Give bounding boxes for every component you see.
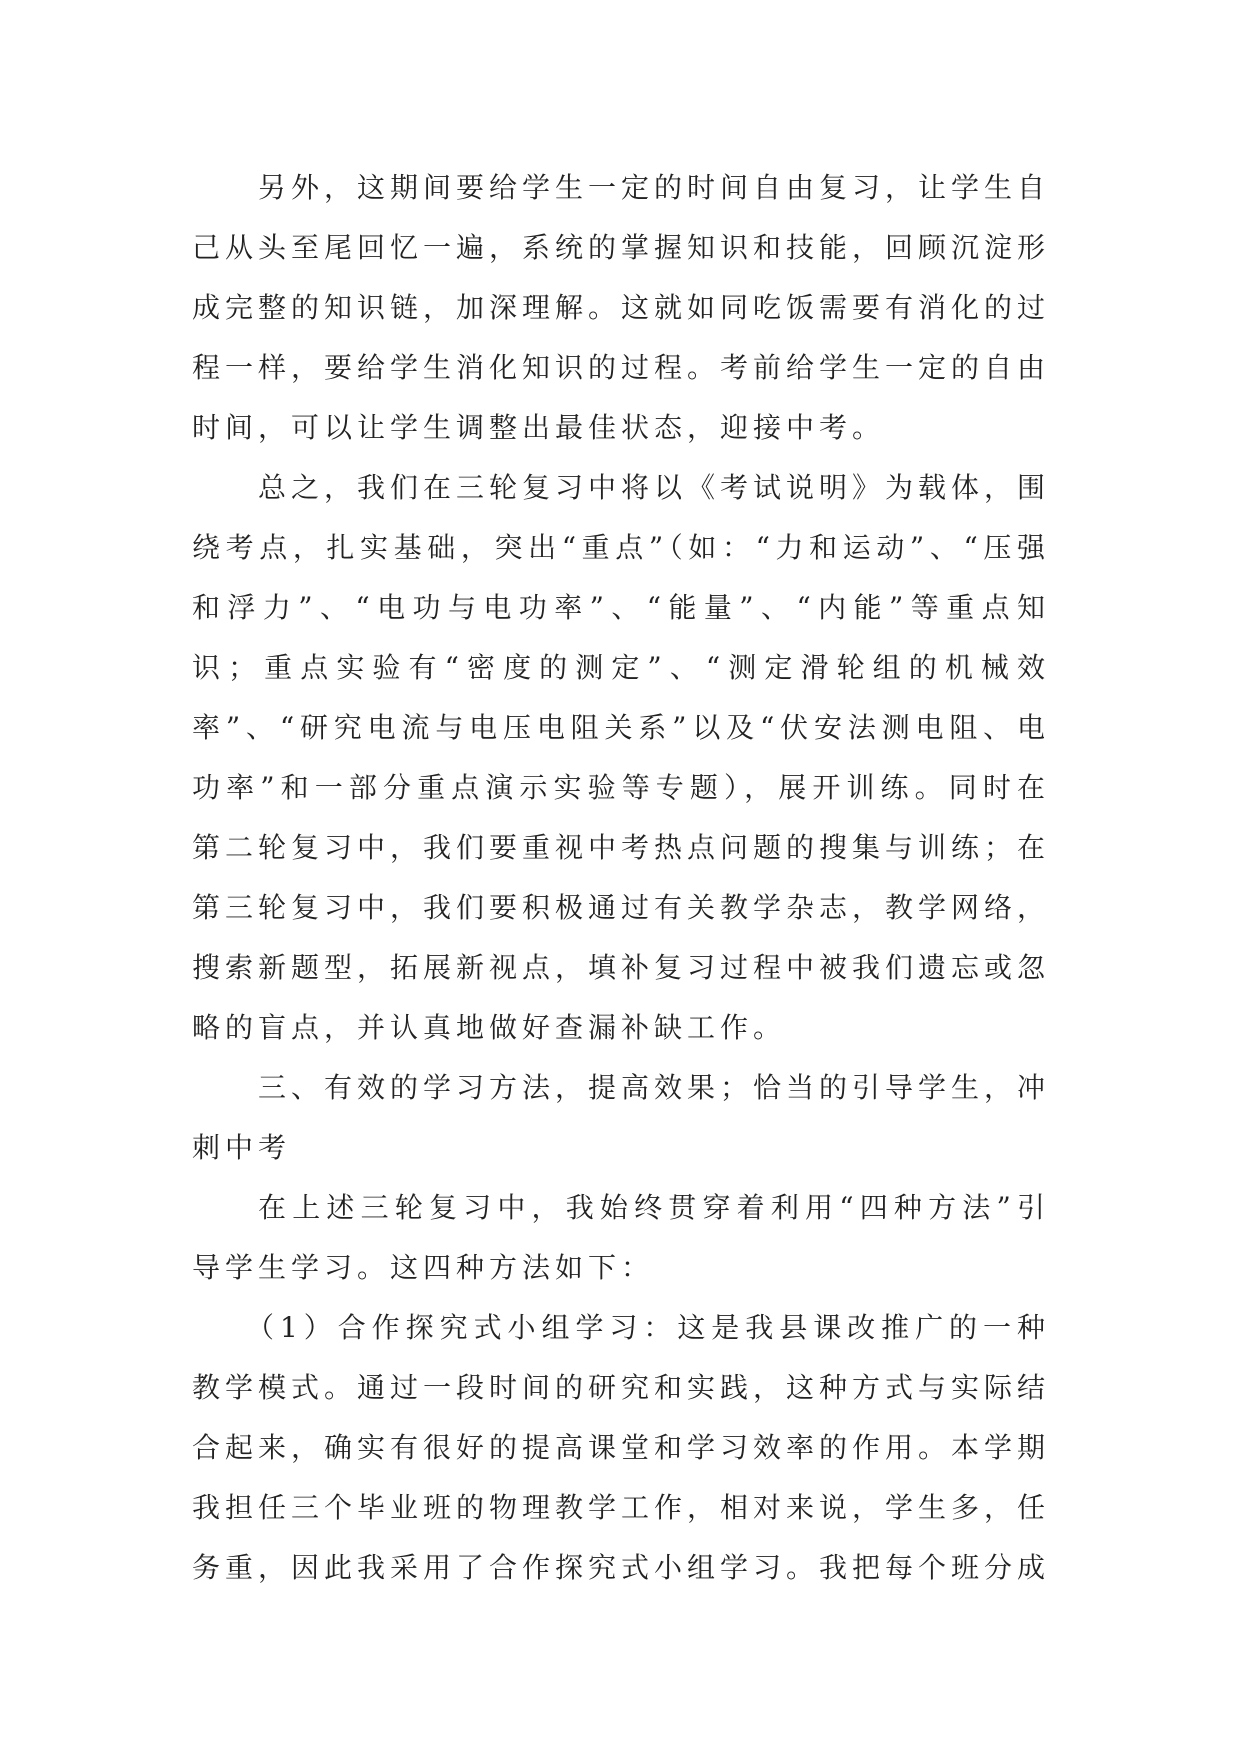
paragraph-four-methods: 在上述三轮复习中，我始终贯穿着利用“四种方法”引导学生学习。这四种方法如下：	[192, 1191, 1050, 1284]
document-page	[192, 158, 1050, 1598]
paragraph-review-time: 另外，这期间要给学生一定的时间自由复习，让学生自己从头至尾回忆一遍，系统的掌握知识和技能，回顾沉淀形成完整的知识链，加深理解。这就如同吃饭需要有消化的过程一样，要给学生消化知识的过程。考前给学生一定的自由时间，可以让学生调整出最佳状态，迎接中考。	[192, 171, 1051, 444]
paragraph-summary: 总之，我们在三轮复习中将以《考试说明》为载体，围绕考点，扎实基础，突出“重点”（如：“力和运动”、“压强和浮力”、“电功与电功率”、“能量”、“内能”等重点知识；重点实验有“密度的测定”、“测定滑轮组的机械效率”、“研究电流与电压电阻关系”以及“伏安法测电阻、电功率”和一部分重点演示实验等专题），展开训练。同时在第二轮复习中，我们要重视中考热点问题的搜集与训练；在第三轮复习中，我们要积极通过有关教学杂志，教学网络，搜索新题型，拓展新视点，填补复习过程中被我们遗忘或忽略的盲点，并认真地做好查漏补缺工作。	[192, 471, 1051, 1044]
section-heading-three: 三、有效的学习方法，提高效果；恰当的引导学生，冲刺中考	[192, 1071, 1051, 1164]
paragraph-method-one: （1）合作探究式小组学习：这是我县课改推广的一种教学模式。通过一段时间的研究和实践，这种方式与实际结合起来，确实有很好的提高课堂和学习效率的作用。本学期我担任三个毕业班的物理教学工作，相对来说，学生多，任务重，因此我采用了合作探究式小组学习。我把每个班分成	[192, 1311, 1051, 1584]
